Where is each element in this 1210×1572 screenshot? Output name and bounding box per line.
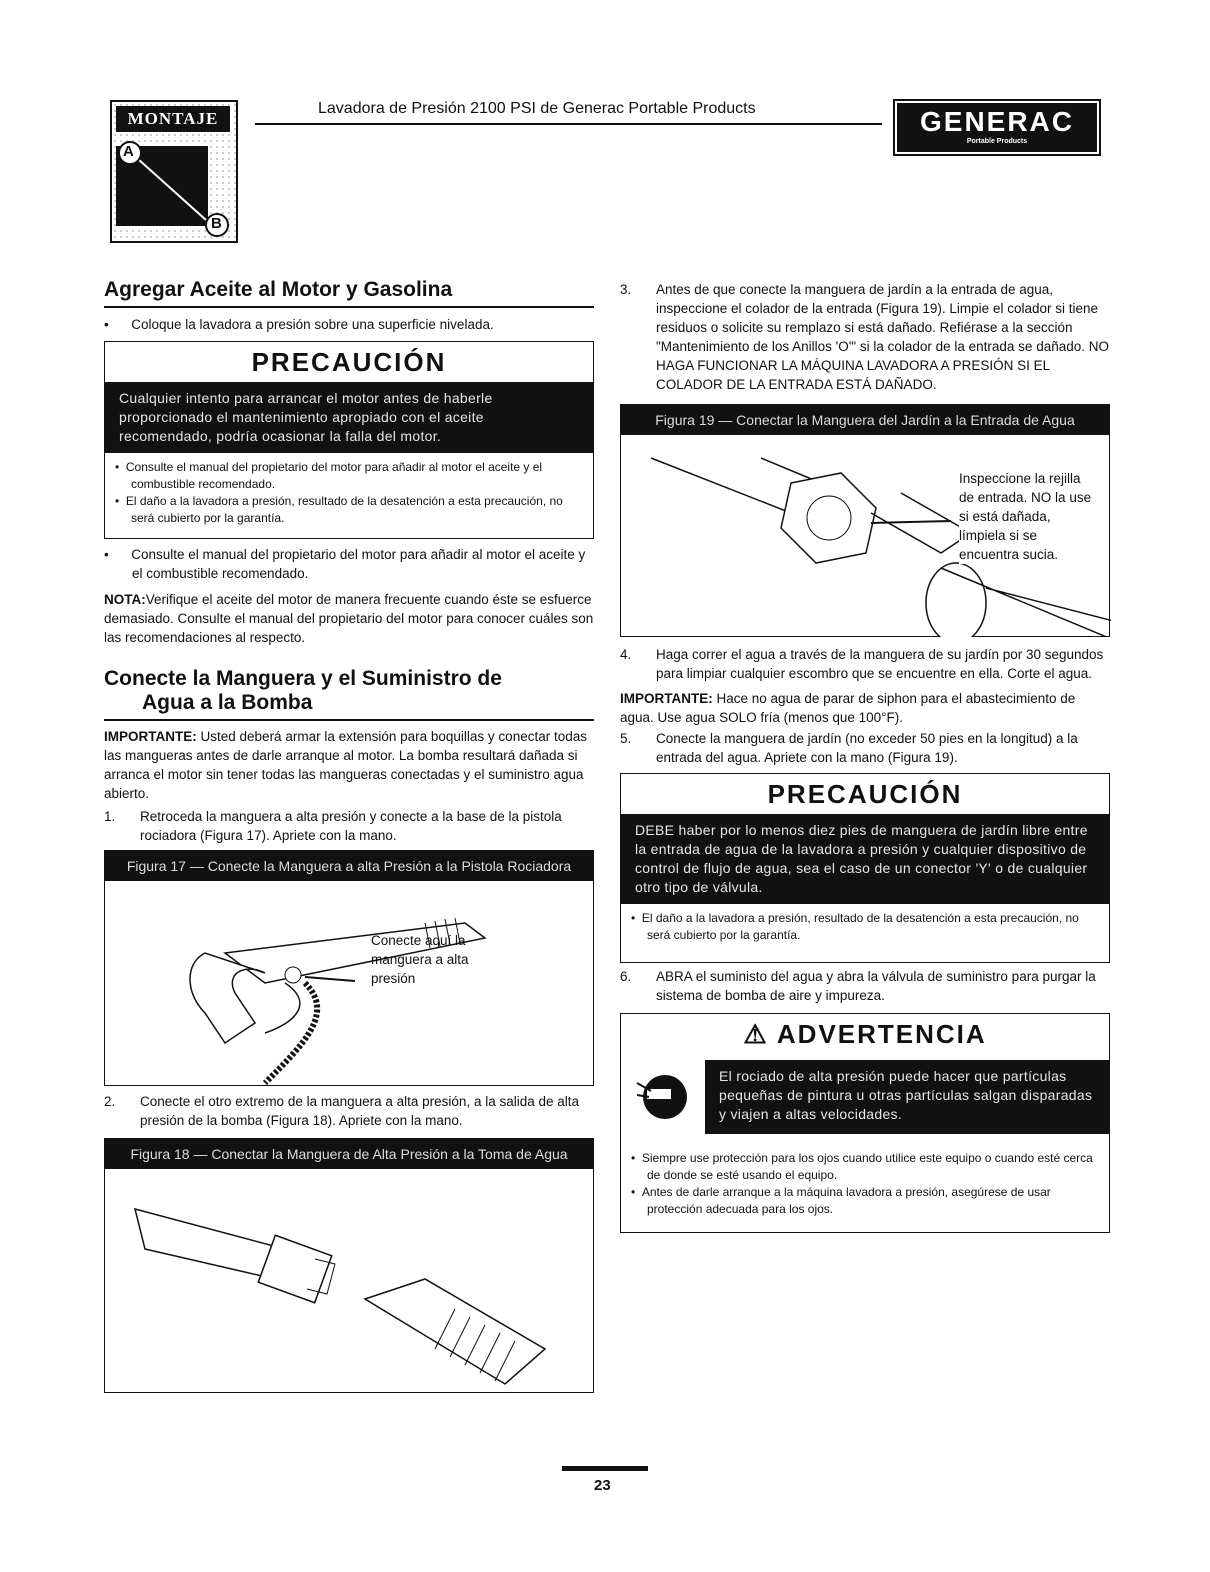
figure-17 (104, 850, 594, 1086)
caution-title: PRECAUCIÓN (767, 779, 963, 809)
warning-body (621, 1060, 1109, 1134)
important-paragraph: IMPORTANTE: Usted deberá armar la extensión para boquillas y conectar todas las mangueras antes de darle arranque al motor. La bomba resultará dañada si arranca el motor sin tener todas las mangueras conectadas y el suministro agua abierto. (104, 729, 587, 801)
caution-box-hose (620, 773, 1110, 963)
figure-19-label: Inspeccione la rejilla de entrada. NO la use si está dañada, límpiela si se encuentra sucia. (959, 469, 1099, 564)
step-4: 4. Haga correr el agua a través de la manguera de su jardín por 30 segundos para limpiar cualquier escombro que se encuentre en ella. Corte el agua. (620, 647, 1104, 681)
eye-protection-icon (621, 1060, 705, 1134)
caution-item: • El daño a la lavadora a presión, resultado de la desatención a esta precaución, no será cubierto por la garantía. (115, 494, 563, 525)
right-column (620, 280, 1110, 1233)
section-title-oil: Agregar Aceite al Motor y Gasolina (104, 278, 453, 301)
figure-17-label: Conecte aquí la manguera a alta presión (371, 933, 469, 986)
warning-title: ⚠ ADVERTENCIA (743, 1019, 987, 1049)
caution-box-oil (104, 341, 594, 539)
document-title: Lavadora de Presión 2100 PSI de Generac Portable Products (318, 100, 756, 117)
page-number: 23 (594, 1477, 611, 1494)
step-2: 2. Conecte el otro extremo de la manguera a alta presión, a la salida de alta presión de la bomba (Figura 18). Apriete con la mano. (104, 1094, 580, 1128)
step-3: 3. Antes de que conecte la manguera de jardín a la entrada de agua, inspeccione el colador de la entrada (Figura 19). Limpie el colador si tiene residuos o solicite su remplazo si está dañado. Refiérase a la sección "Mantenimiento de los Anillos 'O'" si la colador de la entrada se dañado. NO HAGA FUNCIONAR LA MÁQUINA LAVADORA A PRESIÓN SI EL COLADOR DE LA ENTRADA ESTÁ DAÑADO. (620, 282, 1109, 392)
caution-text: Cualquier intento para arrancar el motor antes de haberle proporcionado el mantenimiento apropiado con el aceite recomendado, podría ocasionar la falla del motor. (105, 382, 593, 453)
warning-triangle-icon: ⚠ (743, 1019, 769, 1049)
logo-main-text: GENERAC (919, 106, 1074, 137)
step-1: 1. Retroceda la manguera a alta presión y conecte a la base de la pistola rociadora (Figura 17). Apriete con la mano. (104, 809, 562, 843)
warning-item: • Siempre use protección para los ojos cuando utilice este equipo o cuando esté cerca de donde se esté usando el equipo. (631, 1151, 1093, 1182)
step-6: 6. ABRA el suministo del agua y abra la válvula de suministro para purgar la sistema de bomba de aire y impureza. (620, 969, 1096, 1003)
warning-box (620, 1013, 1110, 1233)
caution-text: DEBE haber por lo menos diez pies de manguera de jardín libre entre la entrada de agua de la lavadora a presión y cualquier dispositivo de control de flujo de agua, sea el caso de un conector 'Y' o de cualquier otro tipo de válvula. (621, 814, 1109, 904)
warning-item: • Antes de darle arranque a la máquina lavadora a presión, asegúrese de usar protección adecuada para los ojos. (631, 1185, 1051, 1216)
hose-fitting-illustration (125, 1189, 585, 1389)
caution-title: PRECAUCIÓN (251, 347, 447, 377)
warning-list (621, 1144, 1109, 1222)
important-paragraph-2: IMPORTANTE: Hace no agua de parar de siphon para el abastecimiento de agua. Use agua SOLO fría (menos que 100°F). (620, 691, 1076, 725)
warning-text: El rociado de alta presión puede hacer que partículas pequeñas de pintura u otras partículas salgan disparadas y viajen a altas velocidades. (705, 1060, 1109, 1134)
marker-a: A (123, 143, 134, 160)
figure-18-caption: Figura 18 — Conectar la Manguera de Alta Presión a la Toma de Agua (105, 1139, 593, 1169)
caution-list (105, 453, 593, 531)
figure-19-caption: Figura 19 — Conectar la Manguera del Jardín a la Entrada de Agua (621, 405, 1109, 435)
header-rule (255, 123, 882, 125)
bullet-owner-manual: • Consulte el manual del propietario del motor para añadir al motor el aceite y el combustible recomendado. (104, 547, 586, 581)
logo-sub-text: Portable Products (966, 138, 1028, 145)
caution-list (621, 904, 1109, 948)
caution-item: • Consulte el manual del propietario del motor para añadir al motor el aceite y el combustible recomendado. (115, 460, 543, 491)
figure-18 (104, 1138, 594, 1393)
caution-item: • El daño a la lavadora a presión, resultado de la desatención a esta precaución, no será cubierto por la garantía. (631, 911, 1079, 942)
step-5: 5. Conecte la manguera de jardín (no exceder 50 pies en la longitud) a la entrada del agua. Apriete con la mano (Figura 19). (620, 731, 1078, 765)
section-rule (104, 306, 594, 308)
left-column (104, 278, 594, 1393)
section-title-hose: Conecte la Manguera y el Suministro de Agua a la Bomba (104, 667, 502, 714)
montaje-label: MONTAJE (116, 106, 230, 132)
page-number-bar (562, 1466, 648, 1471)
montaje-section-box (110, 100, 238, 243)
generac-logo (897, 103, 1097, 152)
section-rule (104, 719, 594, 721)
figure-19 (620, 404, 1110, 637)
note-paragraph: NOTA:Verifique el aceite del motor de manera frecuente cuando éste se esfuerce demasiado. Consulte el manual del propietario del motor para conocer cuáles son las recomendaciones al respecto. (104, 592, 594, 645)
figure-17-caption: Figura 17 — Conecte la Manguera a alta Presión a la Pistola Rociadora (105, 851, 593, 881)
bullet-level-surface: • Coloque la lavadora a presión sobre una superficie nivelada. (104, 317, 494, 332)
marker-b: B (211, 215, 222, 232)
